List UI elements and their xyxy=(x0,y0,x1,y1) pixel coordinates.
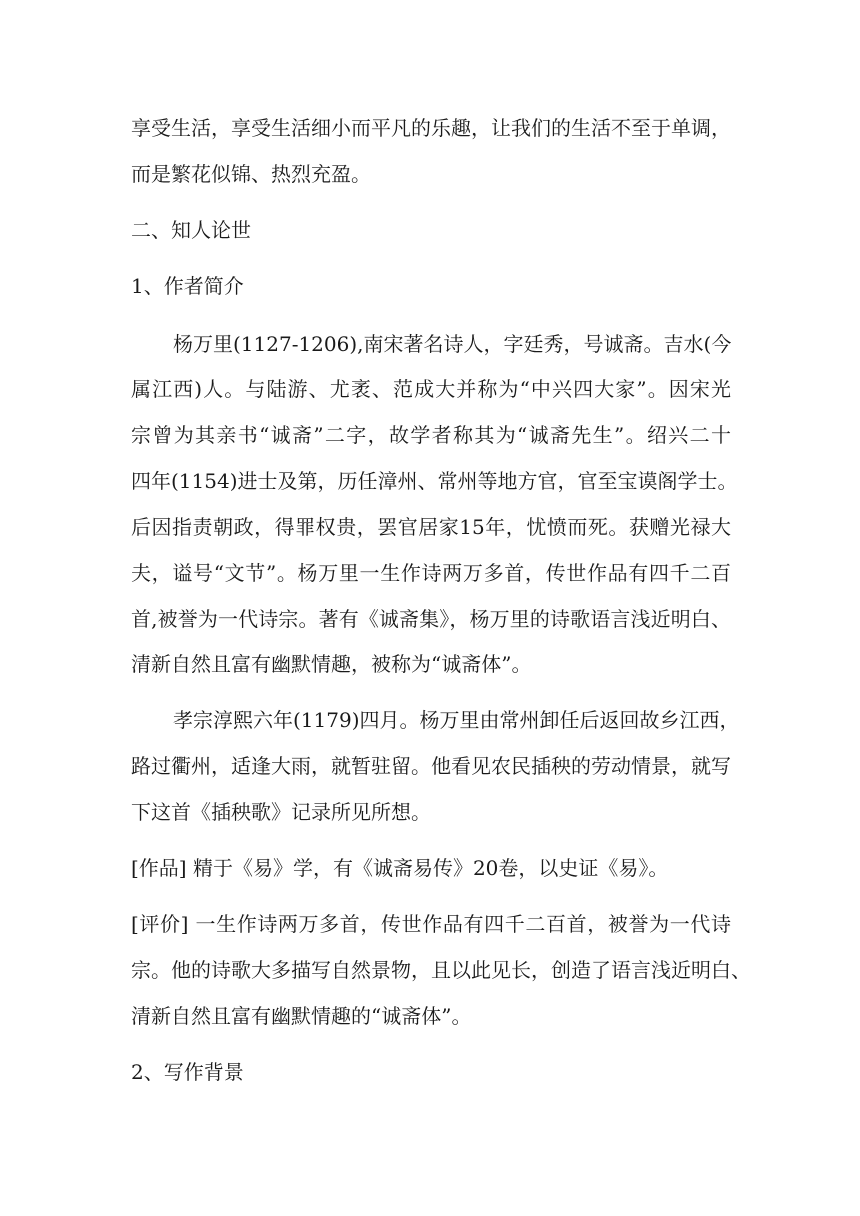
subsection-heading: 1、作者简介 xyxy=(131,274,244,298)
text-line: 夫，谥号“文节”。杨万里一生作诗两万多首，传世作品有四千二百 xyxy=(131,561,731,585)
works-line: [作品] 精于《易》学，有《诚斋易传》20卷，以史证《易》。 xyxy=(131,856,669,880)
text-line: 孝宗淳熙六年(1179)四月。杨万里由常州卸任后返回故乡江西， xyxy=(173,708,740,732)
text-line: 宗曾为其亲书“诚斋”二字，故学者称其为“诚斋先生”。绍兴二十 xyxy=(131,423,731,447)
text-line: 清新自然且富有幽默情趣，被称为“诚斋体”。 xyxy=(131,652,532,676)
text-line: 路过衢州，适逢大雨，就暂驻留。他看见农民插秧的劳动情景，就写 xyxy=(131,754,731,778)
subsection-heading: 2、写作背景 xyxy=(131,1060,244,1084)
text-line: 后因指责朝政，得罪权贵，罢官居家15年，忧愤而死。获赠光禄大 xyxy=(131,515,731,539)
text-line: 属江西)人。与陆游、尤袤、范成大并称为“中兴四大家”。因宋光 xyxy=(131,377,731,401)
text-line: 下这首《插秧歌》记录所见所想。 xyxy=(131,800,431,824)
text-line: 杨万里(1127-1206),南宋著名诗人，字廷秀，号诚斋。吉水(今 xyxy=(173,332,732,356)
text-line: 享受生活，享受生活细小而平凡的乐趣，让我们的生活不至于单调， xyxy=(131,116,731,140)
text-line: 宗。他的诗歌大多描写自然景物，且以此见长，创造了语言浅近明白、 xyxy=(131,958,751,982)
text-line: 四年(1154)进士及第，历任漳州、常州等地方官，官至宝谟阁学士。 xyxy=(131,469,738,493)
text-line: 清新自然且富有幽默情趣的“诚斋体”。 xyxy=(131,1004,472,1028)
text-line: 首,被誉为一代诗宗。著有《诚斋集》，杨万里的诗歌语言浅近明白、 xyxy=(131,607,731,631)
section-heading: 二、知人论世 xyxy=(131,218,251,242)
text-line: 而是繁花似锦、热烈充盈。 xyxy=(131,162,371,186)
text-line: [评价] 一生作诗两万多首，传世作品有四千二百首，被誉为一代诗 xyxy=(131,912,731,936)
